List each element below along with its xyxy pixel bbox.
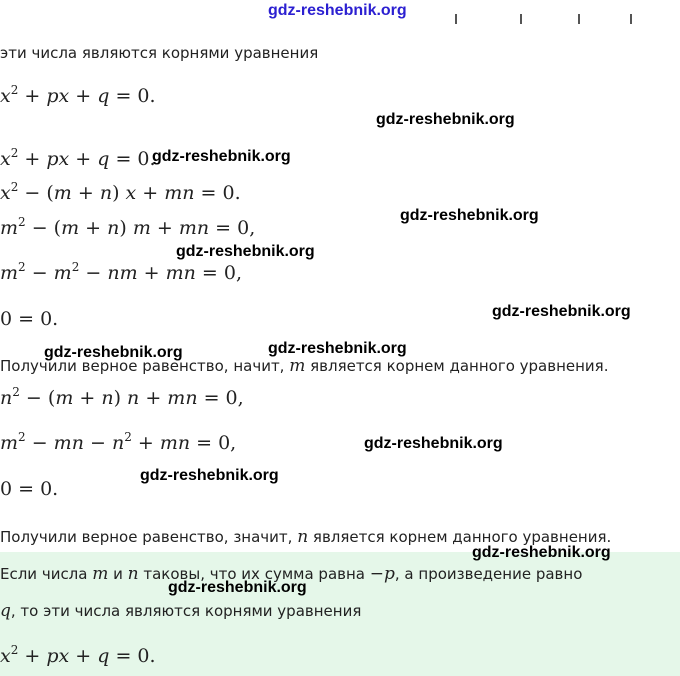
watermark-top: gdz-reshebnik.org: [268, 2, 407, 19]
derivation-line-1: $x^2$ + px + q = 0.: [0, 146, 156, 170]
watermark: gdz-reshebnik.org: [44, 344, 183, 361]
conclusion-n: Получили верное равенство, значит, n является корнем данного уравнения.: [0, 527, 612, 547]
watermark: gdz-reshebnik.org: [400, 207, 539, 224]
cropped-mark: [630, 14, 632, 24]
watermark: gdz-reshebnik.org: [376, 111, 515, 128]
watermark: gdz-reshebnik.org: [364, 435, 503, 452]
theorem-line-1: Если числа m и n таковы, что их сумма равна −p, а произведение равно: [0, 564, 583, 584]
watermark: gdz-reshebnik.org: [168, 579, 307, 596]
conclusion-m: Получили верное равенство, начит, m является корнем данного уравнения.: [0, 356, 609, 376]
watermark: gdz-reshebnik.org: [176, 243, 315, 260]
watermark: gdz-reshebnik.org: [140, 467, 279, 484]
equation-main: $x^2$ + px + q = 0.: [0, 83, 156, 107]
theorem-equation: $x^2$ + px + q = 0.: [0, 643, 156, 667]
cropped-mark: [455, 14, 457, 24]
cropped-mark: [578, 14, 580, 24]
derivation-line-2: $x^2 - (m + n) x$ + mn = 0.: [0, 180, 241, 204]
watermark: gdz-reshebnik.org: [152, 148, 291, 165]
derivation-n-line-1: $n^2 - (m + n) n$ + mn = 0,: [0, 385, 244, 409]
derivation-n-line-2: $m^2$ − mn − $n^2$ + mn = 0,: [0, 430, 237, 454]
derivation-line-3: $m^2 - (m + n) m$ + mn = 0,: [0, 215, 256, 239]
theorem-line-2: q, то эти числа являются корнями уравнения: [0, 601, 362, 621]
cropped-mark: [520, 14, 522, 24]
derivation-line-4: $m^2 - m^2$ − nm + mn = 0,: [0, 260, 243, 284]
watermark: gdz-reshebnik.org: [472, 544, 611, 561]
derivation-n-line-3: 0 = 0.: [0, 478, 59, 500]
derivation-line-5: 0 = 0.: [0, 308, 59, 330]
watermark: gdz-reshebnik.org: [492, 303, 631, 320]
watermark: gdz-reshebnik.org: [268, 340, 407, 357]
intro-text: эти числа являются корнями уравнения: [0, 44, 319, 62]
